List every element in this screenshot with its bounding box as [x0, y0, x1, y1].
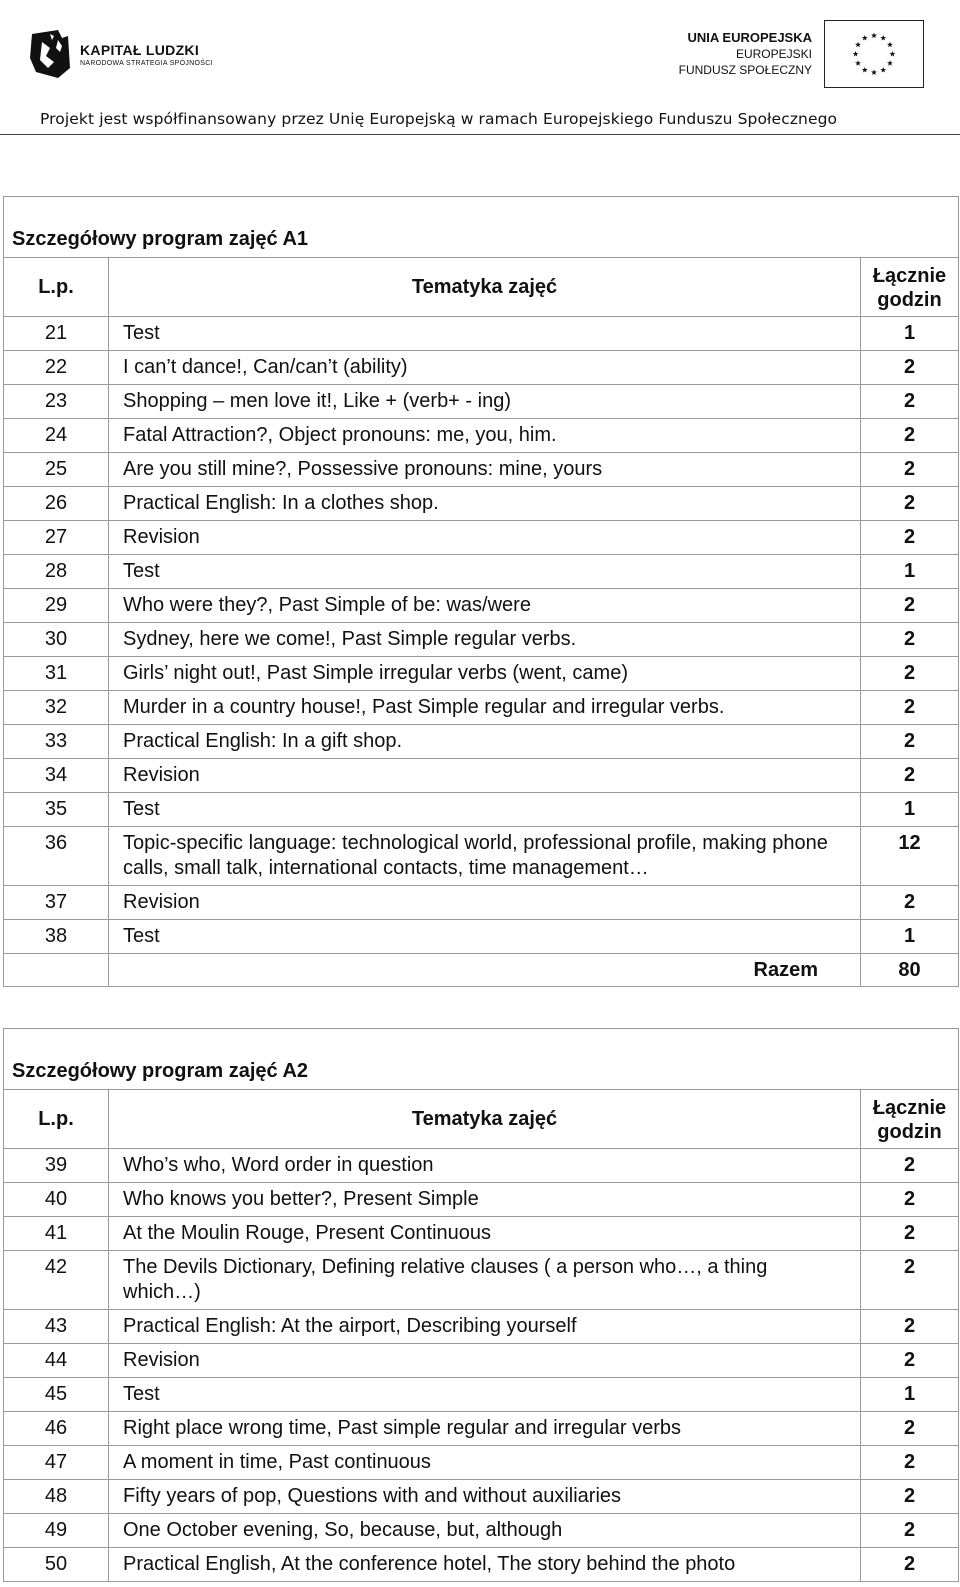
- row-number: 47: [4, 1446, 109, 1480]
- table-row: [4, 920, 959, 954]
- row-hours: 2: [861, 351, 959, 385]
- table-row: [4, 1446, 959, 1480]
- column-header-hours: [861, 1090, 959, 1149]
- row-number: 50: [4, 1548, 109, 1582]
- column-header-topic: Tematyka zajęć: [109, 1090, 861, 1149]
- table-a2-header-row: [4, 1090, 959, 1149]
- row-hours: 2: [861, 385, 959, 419]
- table-row: [4, 623, 959, 657]
- row-topic: Are you still mine?, Possessive pronouns: mine, yours: [109, 453, 861, 487]
- program-table-a1: [3, 196, 959, 987]
- row-number: 24: [4, 419, 109, 453]
- row-hours: 2: [861, 759, 959, 793]
- row-topic: Test: [109, 317, 861, 351]
- eu-star-icon: [880, 67, 886, 73]
- column-header-hours-line2: godzin: [877, 1121, 942, 1143]
- row-topic: Topic-specific language: technological world, professional profile, making phone calls, small talk, international contacts, time management…: [109, 827, 861, 886]
- table-row: [4, 1378, 959, 1412]
- row-hours: 2: [861, 1149, 959, 1183]
- table-row: [4, 827, 959, 886]
- row-topic: Girls’ night out!, Past Simple irregular verbs (went, came): [109, 657, 861, 691]
- table-row: [4, 657, 959, 691]
- column-header-hours-line1: Łącznie: [872, 1097, 947, 1119]
- table-row: [4, 1310, 959, 1344]
- table-row: [4, 1412, 959, 1446]
- row-hours: 2: [861, 886, 959, 920]
- column-header-lp: L.p.: [4, 258, 109, 317]
- row-hours: 1: [861, 1378, 959, 1412]
- row-topic: Who knows you better?, Present Simple: [109, 1183, 861, 1217]
- row-number: 48: [4, 1480, 109, 1514]
- row-hours: 2: [861, 725, 959, 759]
- eu-star-icon: [889, 51, 895, 57]
- kapital-ludzki-logo: [28, 28, 213, 80]
- row-hours: 2: [861, 589, 959, 623]
- row-topic: Murder in a country house!, Past Simple regular and irregular verbs.: [109, 691, 861, 725]
- eu-star-icon: [862, 35, 868, 41]
- eu-label: [679, 30, 812, 78]
- eu-flag-icon: [824, 20, 924, 88]
- eu-star-icon: [880, 35, 886, 41]
- row-hours: 1: [861, 317, 959, 351]
- row-topic: At the Moulin Rouge, Present Continuous: [109, 1217, 861, 1251]
- funding-note: Projekt jest współfinansowany przez Unię Europejską w ramach Europejskiego Funduszu Społecznego: [40, 110, 838, 128]
- row-number: 36: [4, 827, 109, 886]
- row-number: 44: [4, 1344, 109, 1378]
- table-row: [4, 317, 959, 351]
- table-row: [4, 589, 959, 623]
- row-topic: Who’s who, Word order in question: [109, 1149, 861, 1183]
- row-topic: The Devils Dictionary, Defining relative clauses ( a person who…, a thing which…): [109, 1251, 861, 1310]
- table-row: [4, 419, 959, 453]
- eu-star-icon: [855, 60, 861, 66]
- table-row: [4, 1344, 959, 1378]
- row-number: 29: [4, 589, 109, 623]
- table-row: [4, 351, 959, 385]
- row-number: 35: [4, 793, 109, 827]
- row-topic: I can’t dance!, Can/can’t (ability): [109, 351, 861, 385]
- total-value: 80: [861, 954, 959, 987]
- table-row: [4, 1480, 959, 1514]
- row-topic: Revision: [109, 521, 861, 555]
- table-a1-total-row: [4, 954, 959, 987]
- row-number: 26: [4, 487, 109, 521]
- column-header-hours-line2: godzin: [877, 289, 942, 311]
- row-topic: A moment in time, Past continuous: [109, 1446, 861, 1480]
- table-row: [4, 691, 959, 725]
- row-topic: Revision: [109, 1344, 861, 1378]
- row-topic: Practical English: In a clothes shop.: [109, 487, 861, 521]
- row-hours: 2: [861, 1310, 959, 1344]
- eu-star-icon: [855, 42, 861, 48]
- row-number: 28: [4, 555, 109, 589]
- table-row: [4, 793, 959, 827]
- column-header-hours-line1: Łącznie: [872, 265, 947, 287]
- row-topic: Shopping – men love it!, Like + (verb+ - ing): [109, 385, 861, 419]
- row-number: 40: [4, 1183, 109, 1217]
- row-topic: Who were they?, Past Simple of be: was/were: [109, 589, 861, 623]
- row-number: 45: [4, 1378, 109, 1412]
- column-header-hours: [861, 258, 959, 317]
- row-topic: Fifty years of pop, Questions with and without auxiliaries: [109, 1480, 861, 1514]
- row-number: 21: [4, 317, 109, 351]
- table-row: [4, 521, 959, 555]
- row-hours: 2: [861, 1412, 959, 1446]
- row-topic: Fatal Attraction?, Object pronouns: me, you, him.: [109, 419, 861, 453]
- table-row: [4, 759, 959, 793]
- row-topic: Right place wrong time, Past simple regular and irregular verbs: [109, 1412, 861, 1446]
- row-hours: 2: [861, 1480, 959, 1514]
- row-hours: 2: [861, 521, 959, 555]
- row-topic: Test: [109, 1378, 861, 1412]
- row-number: 32: [4, 691, 109, 725]
- row-topic: Revision: [109, 759, 861, 793]
- row-number: 30: [4, 623, 109, 657]
- table-row: [4, 1514, 959, 1548]
- row-topic: Practical English: At the airport, Describing yourself: [109, 1310, 861, 1344]
- row-hours: 2: [861, 453, 959, 487]
- row-number: 42: [4, 1251, 109, 1310]
- row-number: 43: [4, 1310, 109, 1344]
- column-header-topic: Tematyka zajęć: [109, 258, 861, 317]
- eu-label-line2: EUROPEJSKI: [735, 47, 812, 61]
- row-hours: 2: [861, 657, 959, 691]
- row-topic: One October evening, So, because, but, although: [109, 1514, 861, 1548]
- program-table-a2: [3, 1028, 959, 1582]
- table-row: [4, 385, 959, 419]
- table-row: [4, 1251, 959, 1310]
- row-hours: 12: [861, 827, 959, 886]
- eu-label-line1: UNIA EUROPEJSKA: [687, 30, 812, 45]
- table-row: [4, 725, 959, 759]
- row-number: 49: [4, 1514, 109, 1548]
- row-topic: Practical English, At the conference hotel, The story behind the photo: [109, 1548, 861, 1582]
- eu-star-icon: [887, 42, 893, 48]
- eu-label-line3: FUNDUSZ SPOŁECZNY: [678, 63, 812, 77]
- table-row: [4, 453, 959, 487]
- row-topic: Practical English: In a gift shop.: [109, 725, 861, 759]
- row-number: 46: [4, 1412, 109, 1446]
- row-topic: Test: [109, 555, 861, 589]
- table-a1-title: Szczegółowy program zajęć A1: [4, 197, 959, 258]
- row-hours: 2: [861, 1548, 959, 1582]
- total-label: Razem: [109, 954, 861, 987]
- row-hours: 1: [861, 793, 959, 827]
- row-number: 27: [4, 521, 109, 555]
- row-number: 34: [4, 759, 109, 793]
- table-row: [4, 1217, 959, 1251]
- eu-star-icon: [853, 51, 859, 57]
- row-topic: Test: [109, 793, 861, 827]
- row-topic: Revision: [109, 886, 861, 920]
- row-number: 38: [4, 920, 109, 954]
- row-number: 22: [4, 351, 109, 385]
- row-number: 25: [4, 453, 109, 487]
- row-topic: Test: [109, 920, 861, 954]
- row-hours: 2: [861, 419, 959, 453]
- kapital-ludzki-emblem-icon: [28, 28, 74, 80]
- page-header: [0, 0, 960, 135]
- row-hours: 2: [861, 1183, 959, 1217]
- table-row: [4, 1548, 959, 1582]
- table-row: [4, 886, 959, 920]
- row-hours: 1: [861, 920, 959, 954]
- eu-star-icon: [887, 60, 893, 66]
- row-hours: 2: [861, 623, 959, 657]
- header-divider: [0, 134, 960, 135]
- row-number: 31: [4, 657, 109, 691]
- row-hours: 2: [861, 1251, 959, 1310]
- row-hours: 2: [861, 1446, 959, 1480]
- row-hours: 1: [861, 555, 959, 589]
- eu-star-icon: [862, 67, 868, 73]
- table-a2-title: Szczegółowy program zajęć A2: [4, 1029, 959, 1090]
- row-number: 39: [4, 1149, 109, 1183]
- row-hours: 2: [861, 1344, 959, 1378]
- row-number: 37: [4, 886, 109, 920]
- eu-star-icon: [871, 69, 877, 75]
- row-hours: 2: [861, 691, 959, 725]
- row-hours: 2: [861, 1217, 959, 1251]
- column-header-lp: L.p.: [4, 1090, 109, 1149]
- table-row: [4, 487, 959, 521]
- kapital-ludzki-subtitle: NARODOWA STRATEGIA SPÓJNOŚCI: [80, 59, 213, 67]
- table-row: [4, 555, 959, 589]
- row-number: 41: [4, 1217, 109, 1251]
- table-row: [4, 1183, 959, 1217]
- total-empty-cell: [4, 954, 109, 987]
- row-topic: Sydney, here we come!, Past Simple regular verbs.: [109, 623, 861, 657]
- kapital-ludzki-title: KAPITAŁ LUDZKI: [80, 41, 200, 58]
- row-number: 23: [4, 385, 109, 419]
- table-row: [4, 1149, 959, 1183]
- row-number: 33: [4, 725, 109, 759]
- table-a1-header-row: [4, 258, 959, 317]
- eu-star-icon: [871, 32, 877, 38]
- row-hours: 2: [861, 487, 959, 521]
- row-hours: 2: [861, 1514, 959, 1548]
